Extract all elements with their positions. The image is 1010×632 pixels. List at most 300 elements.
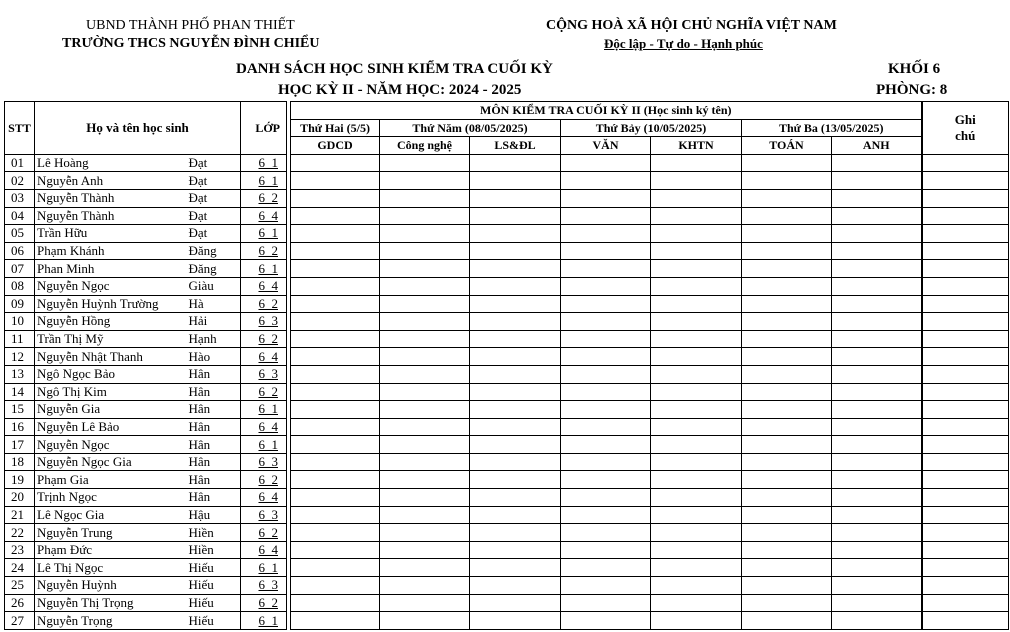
signature-cell (561, 260, 651, 278)
signature-cell (291, 471, 380, 489)
nation-motto: Độc lập - Tự do - Hạnh phúc (604, 36, 763, 51)
row-stt: 13 (5, 365, 35, 383)
signature-cell (832, 577, 922, 595)
signature-cell (651, 365, 742, 383)
row-first-name: Hiếu (187, 594, 241, 612)
signature-cell (470, 436, 561, 454)
signature-cell (561, 330, 651, 348)
signature-cell (380, 418, 470, 436)
row-last-name: Nguyễn Gia (35, 401, 187, 419)
signature-cell (291, 612, 380, 630)
signature-cell (291, 401, 380, 419)
row-class: 6_2 (241, 189, 287, 207)
signature-cell (832, 453, 922, 471)
org-name: UBND THÀNH PHỐ PHAN THIẾT (86, 18, 295, 33)
row-class: 6_3 (241, 506, 287, 524)
signature-cell (651, 453, 742, 471)
signature-cell (380, 330, 470, 348)
signature-cell (561, 401, 651, 419)
table-row (5, 225, 1009, 243)
signature-cell (742, 348, 832, 366)
table-row (5, 242, 1009, 260)
signature-cell (832, 348, 922, 366)
signature-cell (380, 313, 470, 331)
signature-cell (561, 541, 651, 559)
row-first-name: Hân (187, 401, 241, 419)
signature-cell (380, 207, 470, 225)
signature-cell (291, 348, 380, 366)
signature-cell (561, 189, 651, 207)
signature-cell (470, 260, 561, 278)
signature-cell (832, 401, 922, 419)
signature-cell (291, 330, 380, 348)
note-cell (922, 594, 1009, 612)
signature-cell (832, 330, 922, 348)
signature-cell (470, 489, 561, 507)
signature-cell (651, 612, 742, 630)
signature-cell (470, 577, 561, 595)
row-stt: 24 (5, 559, 35, 577)
signature-cell (832, 541, 922, 559)
row-last-name: Nguyễn Trọng (35, 612, 187, 630)
signature-cell (470, 524, 561, 542)
signature-cell (742, 189, 832, 207)
note-cell (922, 242, 1009, 260)
signature-cell (651, 471, 742, 489)
signature-cell (832, 277, 922, 295)
note-cell (922, 260, 1009, 278)
signature-cell (651, 594, 742, 612)
row-last-name: Nguyễn Huỳnh Trường (35, 295, 187, 313)
signature-cell (561, 172, 651, 190)
signature-cell (291, 260, 380, 278)
row-stt: 03 (5, 189, 35, 207)
signature-cell (651, 207, 742, 225)
row-stt: 02 (5, 172, 35, 190)
signature-cell (291, 489, 380, 507)
note-cell (922, 330, 1009, 348)
document-subtitle: HỌC KỲ II - NĂM HỌC: 2024 - 2025 (278, 82, 522, 98)
table-row (5, 489, 1009, 507)
note-cell (922, 207, 1009, 225)
signature-cell (742, 242, 832, 260)
col-stt: STT (5, 102, 35, 155)
table-row (5, 577, 1009, 595)
row-last-name: Phạm Gia (35, 471, 187, 489)
signature-cell (470, 453, 561, 471)
row-last-name: Lê Ngọc Gia (35, 506, 187, 524)
signature-cell (832, 242, 922, 260)
signature-cell (742, 453, 832, 471)
row-class: 6_3 (241, 365, 287, 383)
signature-cell (291, 436, 380, 454)
row-stt: 27 (5, 612, 35, 630)
signature-cell (291, 383, 380, 401)
row-first-name: Đạt (187, 172, 241, 190)
row-stt: 14 (5, 383, 35, 401)
row-last-name: Nguyễn Huỳnh (35, 577, 187, 595)
table-row (5, 401, 1009, 419)
room-label: PHÒNG: 8 (876, 82, 948, 98)
row-stt: 04 (5, 207, 35, 225)
col-note-word: Ghi (954, 111, 976, 127)
row-first-name: Đạt (187, 189, 241, 207)
signature-cell (651, 383, 742, 401)
note-cell (922, 559, 1009, 577)
row-first-name: Hiền (187, 541, 241, 559)
row-first-name: Hân (187, 383, 241, 401)
row-first-name: Hải (187, 313, 241, 331)
signature-cell (742, 594, 832, 612)
signature-cell (651, 559, 742, 577)
row-stt: 19 (5, 471, 35, 489)
note-cell (922, 453, 1009, 471)
note-cell (922, 524, 1009, 542)
signature-cell (380, 383, 470, 401)
row-class: 6_3 (241, 577, 287, 595)
row-class: 6_3 (241, 313, 287, 331)
signature-cell (651, 295, 742, 313)
note-cell (922, 383, 1009, 401)
row-stt: 01 (5, 154, 35, 172)
row-stt: 20 (5, 489, 35, 507)
signature-cell (561, 207, 651, 225)
row-first-name: Đạt (187, 154, 241, 172)
row-stt: 21 (5, 506, 35, 524)
row-class: 6_1 (241, 225, 287, 243)
note-cell (922, 471, 1009, 489)
signature-cell (742, 172, 832, 190)
signature-cell (380, 225, 470, 243)
table-row (5, 453, 1009, 471)
signature-cell (291, 225, 380, 243)
row-first-name: Hân (187, 453, 241, 471)
subject-header: LS&ĐL (470, 137, 561, 155)
row-class: 6_1 (241, 172, 287, 190)
row-stt: 09 (5, 295, 35, 313)
table-row (5, 260, 1009, 278)
signature-cell (380, 577, 470, 595)
note-cell (922, 365, 1009, 383)
row-last-name: Phạm Khánh (35, 242, 187, 260)
row-first-name: Hân (187, 471, 241, 489)
row-last-name: Nguyễn Nhật Thanh (35, 348, 187, 366)
signature-cell (832, 418, 922, 436)
col-name: Họ và tên học sinh (35, 102, 241, 155)
signature-cell (651, 489, 742, 507)
signature-cell (380, 506, 470, 524)
row-first-name: Hiếu (187, 577, 241, 595)
row-stt: 07 (5, 260, 35, 278)
signature-cell (742, 418, 832, 436)
row-class: 6_4 (241, 418, 287, 436)
signature-cell (561, 365, 651, 383)
note-cell (922, 436, 1009, 454)
table-row (5, 418, 1009, 436)
row-class: 6_4 (241, 348, 287, 366)
table-row (5, 365, 1009, 383)
table-row (5, 172, 1009, 190)
note-cell (922, 295, 1009, 313)
row-class: 6_1 (241, 612, 287, 630)
signature-cell (832, 524, 922, 542)
signature-cell (470, 277, 561, 295)
row-stt: 23 (5, 541, 35, 559)
signature-cell (651, 189, 742, 207)
signature-cell (380, 436, 470, 454)
signature-cell (380, 348, 470, 366)
signature-cell (651, 541, 742, 559)
row-first-name: Hân (187, 436, 241, 454)
row-first-name: Hiếu (187, 612, 241, 630)
signature-cell (291, 313, 380, 331)
signature-cell (561, 471, 651, 489)
row-first-name: Hân (187, 489, 241, 507)
table-row (5, 471, 1009, 489)
signature-cell (561, 612, 651, 630)
signature-cell (651, 524, 742, 542)
signature-cell (742, 401, 832, 419)
signature-cell (470, 401, 561, 419)
table-row (5, 612, 1009, 630)
table-row (5, 383, 1009, 401)
note-cell (922, 277, 1009, 295)
signature-cell (832, 506, 922, 524)
signature-cell (832, 489, 922, 507)
note-cell (922, 506, 1009, 524)
signature-cell (470, 242, 561, 260)
signature-cell (470, 330, 561, 348)
school-name: TRƯỜNG THCS NGUYỄN ĐÌNH CHIỂU (62, 36, 320, 51)
col-note-word: chú (955, 127, 976, 143)
row-last-name: Nguyễn Thành (35, 189, 187, 207)
row-last-name: Trịnh Ngọc (35, 489, 187, 507)
signature-cell (832, 260, 922, 278)
note-cell (922, 612, 1009, 630)
signature-cell (561, 348, 651, 366)
note-cell (922, 313, 1009, 331)
row-class: 6_3 (241, 453, 287, 471)
signature-cell (832, 295, 922, 313)
signature-cell (651, 506, 742, 524)
row-last-name: Phạm Đức (35, 541, 187, 559)
row-class: 6_1 (241, 154, 287, 172)
table-row (5, 207, 1009, 225)
table-row (5, 436, 1009, 454)
signature-cell (561, 154, 651, 172)
row-stt: 26 (5, 594, 35, 612)
signature-cell (742, 541, 832, 559)
signature-cell (380, 594, 470, 612)
signature-cell (291, 594, 380, 612)
signature-cell (832, 225, 922, 243)
row-class: 6_2 (241, 295, 287, 313)
subject-header: GDCD (291, 137, 380, 155)
signature-cell (742, 207, 832, 225)
signature-cell (291, 154, 380, 172)
signature-cell (470, 154, 561, 172)
signature-cell (380, 524, 470, 542)
note-cell (922, 172, 1009, 190)
signature-cell (651, 225, 742, 243)
signature-cell (561, 313, 651, 331)
signature-cell (651, 401, 742, 419)
signature-cell (561, 418, 651, 436)
signature-cell (561, 489, 651, 507)
row-class: 6_4 (241, 277, 287, 295)
signature-cell (470, 506, 561, 524)
row-last-name: Nguyễn Thành (35, 207, 187, 225)
signature-cell (561, 524, 651, 542)
signature-cell (651, 330, 742, 348)
row-stt: 25 (5, 577, 35, 595)
table-row (5, 189, 1009, 207)
signature-cell (742, 559, 832, 577)
row-stt: 05 (5, 225, 35, 243)
signature-cell (651, 418, 742, 436)
row-class: 6_2 (241, 242, 287, 260)
signature-cell (561, 242, 651, 260)
signature-cell (291, 189, 380, 207)
signature-cell (832, 154, 922, 172)
table-row (5, 330, 1009, 348)
row-first-name: Hào (187, 348, 241, 366)
signature-cell (832, 189, 922, 207)
table-row (5, 348, 1009, 366)
row-last-name: Phan Minh (35, 260, 187, 278)
table-row (5, 594, 1009, 612)
signature-cell (742, 277, 832, 295)
student-table (4, 101, 1009, 630)
table-row (5, 313, 1009, 331)
signature-cell (470, 225, 561, 243)
table-row (5, 506, 1009, 524)
row-stt: 16 (5, 418, 35, 436)
signature-cell (561, 506, 651, 524)
signature-cell (470, 612, 561, 630)
signature-cell (742, 365, 832, 383)
signature-cell (380, 277, 470, 295)
signature-cell (291, 506, 380, 524)
row-last-name: Trần Thị Mỹ (35, 330, 187, 348)
signature-cell (470, 383, 561, 401)
table-row (5, 559, 1009, 577)
signature-cell (742, 295, 832, 313)
note-cell (922, 541, 1009, 559)
signature-cell (470, 418, 561, 436)
signature-cell (380, 541, 470, 559)
signature-cell (380, 295, 470, 313)
signature-cell (832, 559, 922, 577)
note-cell (922, 189, 1009, 207)
row-first-name: Đăng (187, 242, 241, 260)
signature-cell (291, 559, 380, 577)
signature-cell (380, 260, 470, 278)
signature-cell (651, 154, 742, 172)
signature-cell (832, 207, 922, 225)
row-stt: 11 (5, 330, 35, 348)
signature-cell (380, 612, 470, 630)
row-class: 6_1 (241, 436, 287, 454)
signature-cell (651, 277, 742, 295)
row-last-name: Trần Hữu (35, 225, 187, 243)
signature-cell (291, 172, 380, 190)
signature-cell (832, 612, 922, 630)
note-cell (922, 154, 1009, 172)
signature-cell (470, 471, 561, 489)
row-stt: 18 (5, 453, 35, 471)
signature-cell (470, 189, 561, 207)
signature-cell (470, 559, 561, 577)
signature-cell (380, 365, 470, 383)
table-row (5, 154, 1009, 172)
row-last-name: Nguyễn Ngọc (35, 277, 187, 295)
signature-cell (380, 242, 470, 260)
signature-cell (651, 436, 742, 454)
row-stt: 22 (5, 524, 35, 542)
signature-cell (470, 313, 561, 331)
signature-cell (742, 471, 832, 489)
row-last-name: Ngô Ngọc Bảo (35, 365, 187, 383)
signature-cell (832, 594, 922, 612)
signature-cell (742, 260, 832, 278)
row-first-name: Đạt (187, 207, 241, 225)
row-stt: 17 (5, 436, 35, 454)
signature-cell (832, 383, 922, 401)
signature-cell (832, 313, 922, 331)
signature-cell (742, 489, 832, 507)
signature-cell (651, 577, 742, 595)
signature-cell (832, 436, 922, 454)
note-cell (922, 577, 1009, 595)
signature-cell (742, 330, 832, 348)
row-last-name: Nguyễn Hồng (35, 313, 187, 331)
signature-cell (470, 541, 561, 559)
row-last-name: Ngô Thị Kim (35, 383, 187, 401)
row-class: 6_4 (241, 207, 287, 225)
signature-cell (380, 489, 470, 507)
row-stt: 12 (5, 348, 35, 366)
signature-cell (291, 577, 380, 595)
signature-cell (832, 365, 922, 383)
subject-header: KHTN (651, 137, 742, 155)
signature-cell (291, 242, 380, 260)
row-first-name: Hậu (187, 506, 241, 524)
signature-cell (380, 559, 470, 577)
row-first-name: Hạnh (187, 330, 241, 348)
row-class: 6_4 (241, 541, 287, 559)
signature-cell (742, 225, 832, 243)
row-first-name: Hân (187, 365, 241, 383)
note-cell (922, 418, 1009, 436)
signature-cell (561, 277, 651, 295)
signature-cell (561, 436, 651, 454)
signature-cell (380, 189, 470, 207)
signature-cell (380, 453, 470, 471)
nation-title: CỘNG HOÀ XÃ HỘI CHỦ NGHĨA VIỆT NAM (546, 18, 837, 33)
note-cell (922, 225, 1009, 243)
signature-cell (832, 172, 922, 190)
signature-cell (561, 295, 651, 313)
signature-cell (651, 242, 742, 260)
signature-cell (561, 453, 651, 471)
row-first-name: Hiếu (187, 559, 241, 577)
signature-cell (832, 471, 922, 489)
col-note (922, 102, 1009, 155)
grade-label: KHỐI 6 (888, 61, 941, 77)
row-first-name: Hiền (187, 524, 241, 542)
signature-cell (742, 577, 832, 595)
